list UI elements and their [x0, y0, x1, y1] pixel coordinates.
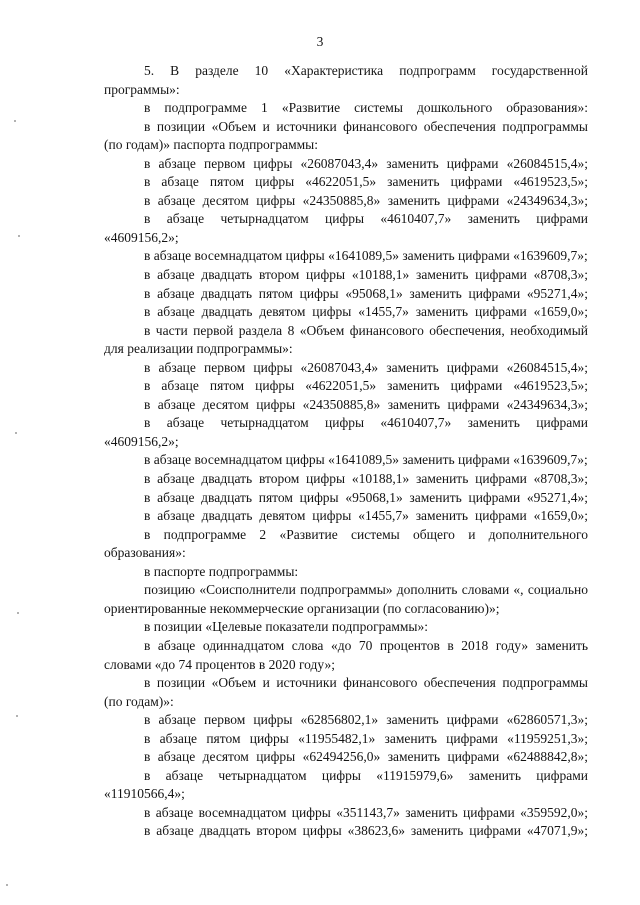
paragraph: в абзаце восемнадцатом цифры «1641089,5» заменить цифрами «1639609,7»;	[144, 248, 588, 264]
paragraph: в подпрограмме 1 «Развитие системы дошкольного образования»:	[144, 100, 588, 116]
paragraph: в абзаце десятом цифры «62494256,0» заменить цифрами «62488842,8»;	[144, 749, 588, 765]
paragraph: в абзаце двадцать девятом цифры «1455,7» заменить цифрами «1659,0»;	[144, 508, 588, 524]
scan-speck	[15, 432, 17, 434]
scan-speck	[16, 715, 18, 717]
page-number: 3	[316, 34, 324, 49]
scan-speck	[17, 612, 19, 614]
paragraph: в абзаце двадцать втором цифры «10188,1» заменить цифрами «8708,3»;	[144, 267, 588, 283]
paragraph: в абзаце пятом цифры «4622051,5» заменить цифрами «4619523,5»;	[144, 378, 588, 394]
paragraph: в абзаце двадцать пятом цифры «95068,1» заменить цифрами «95271,4»;	[144, 489, 588, 505]
paragraph: в абзаце четырнадцатом цифры «4610407,7» заменить цифрами «4609156,2»;	[104, 415, 588, 449]
paragraph: в абзаце восемнадцатом цифры «1641089,5» заменить цифрами «1639609,7»;	[144, 452, 588, 468]
scan-speck	[14, 120, 16, 122]
paragraph: в абзаце двадцать девятом цифры «1455,7» заменить цифрами «1659,0»;	[144, 304, 588, 320]
paragraph: в абзаце двадцать пятом цифры «95068,1» заменить цифрами «95271,4»;	[144, 285, 588, 301]
paragraph: в позиции «Объем и источники финансового обеспечения подпрограммы (по годам)» паспорта подпрограммы:	[104, 118, 588, 153]
paragraph: в паспорте подпрограммы:	[144, 563, 299, 579]
paragraph: в абзаце первом цифры «62856802,1» заменить цифрами «62860571,3»;	[144, 712, 588, 728]
paragraph: в абзаце пятом цифры «4622051,5» заменить цифрами «4619523,5»;	[144, 174, 588, 190]
paragraph: в абзаце десятом цифры «24350885,8» заменить цифрами «24349634,3»;	[144, 192, 588, 208]
paragraph: в абзаце десятом цифры «24350885,8» заменить цифрами «24349634,3»;	[144, 396, 588, 412]
paragraph: в абзаце двадцать втором цифры «38623,6» заменить цифрами «47071,9»;	[144, 823, 588, 839]
scan-speck	[6, 884, 8, 886]
paragraph: в подпрограмме 2 «Развитие системы общего и дополнительного образования»:	[104, 526, 588, 561]
paragraph: в абзаце четырнадцатом цифры «11915979,6» заменить цифрами «11910566,4»;	[104, 767, 588, 802]
paragraph: в абзаце первом цифры «26087043,4» заменить цифрами «26084515,4»;	[144, 155, 588, 171]
paragraph: в абзаце восемнадцатом цифры «351143,7» заменить цифрами «359592,0»;	[144, 804, 588, 820]
paragraph: в абзаце одиннадцатом слова «до 70 процентов в 2018 году» заменить словами «до 74 процентов в 2020 году»;	[104, 637, 588, 672]
document-body	[104, 62, 588, 841]
paragraph: в позиции «Объем и источники финансового обеспечения подпрограммы (по годам)»:	[104, 675, 588, 709]
paragraph: в абзаце четырнадцатом цифры «4610407,7» заменить цифрами «4609156,2»;	[104, 211, 588, 245]
paragraph: 5. В разделе 10 «Характеристика подпрограмм государственной программы»:	[104, 63, 588, 97]
paragraph: позицию «Соисполнители подпрограммы» дополнить словами «, социально ориентированные некоммерческие организации (по согласованию)»;	[104, 582, 588, 616]
paragraph: в абзаце первом цифры «26087043,4» заменить цифрами «26084515,4»;	[144, 359, 588, 375]
paragraph: в абзаце пятом цифры «11955482,1» заменить цифрами «11959251,3»;	[144, 730, 588, 746]
scan-speck	[18, 235, 20, 237]
paragraph: в части первой раздела 8 «Объем финансового обеспечения, необходимый для реализации подпрограммы»:	[104, 322, 588, 357]
paragraph: в позиции «Целевые показатели подпрограммы»:	[144, 619, 429, 635]
paragraph: в абзаце двадцать втором цифры «10188,1» заменить цифрами «8708,3»;	[144, 471, 588, 487]
